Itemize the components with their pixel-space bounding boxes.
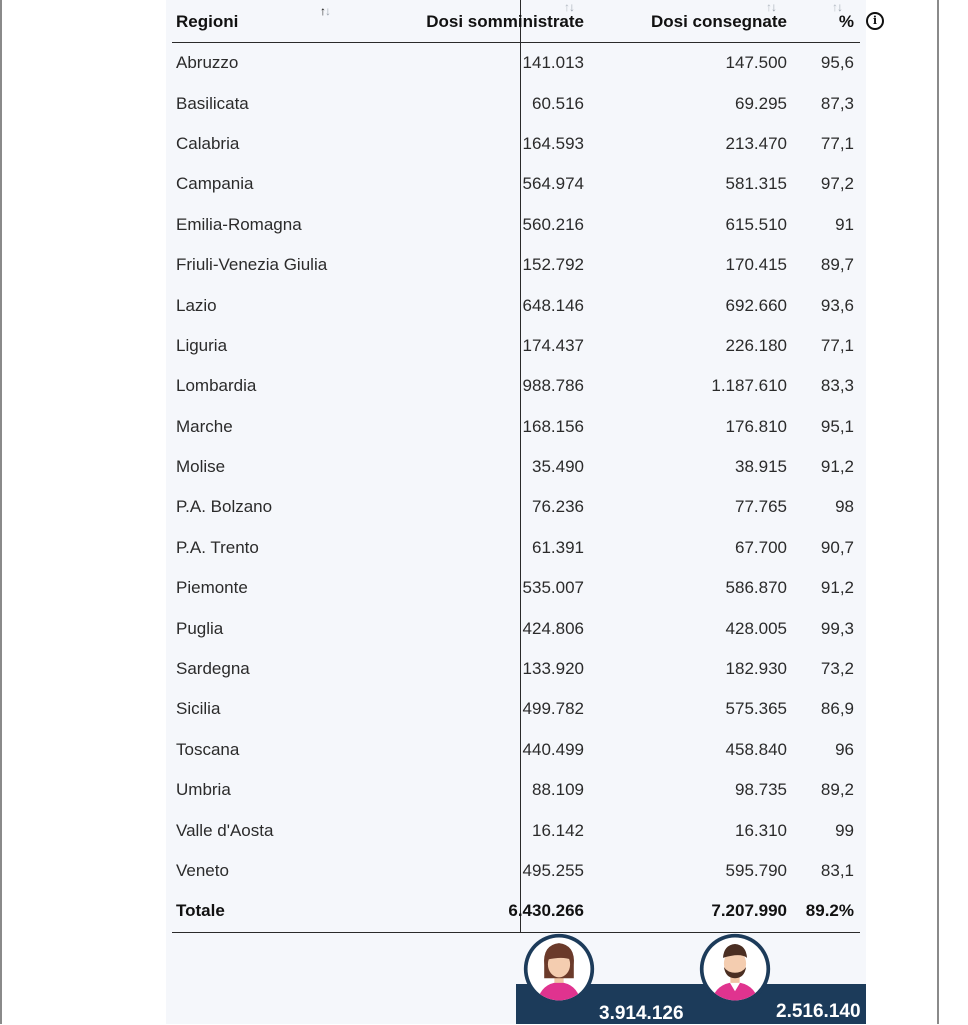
cell-region: Toscana bbox=[176, 739, 240, 759]
table-total-row bbox=[172, 891, 860, 931]
total-administered: 6.430.266 bbox=[508, 901, 584, 921]
table-row bbox=[172, 205, 860, 245]
cell-region: Abruzzo bbox=[176, 53, 239, 73]
female-avatar-icon bbox=[522, 932, 596, 1006]
header-delivered[interactable]: Dosi consegnate bbox=[650, 12, 787, 31]
cell-percent: 83,1 bbox=[820, 861, 854, 880]
table-row bbox=[172, 43, 860, 83]
cell-percent: 86,9 bbox=[820, 699, 854, 719]
cell-administered: 61.391 bbox=[532, 537, 584, 557]
cell-region: Sardegna bbox=[176, 659, 250, 679]
cell-administered: 76.236 bbox=[532, 497, 584, 517]
table-row bbox=[172, 608, 860, 648]
cell-administered: 564.974 bbox=[522, 174, 584, 194]
cell-administered: 35.490 bbox=[532, 457, 584, 477]
table-row bbox=[172, 770, 860, 810]
cell-percent: 89,7 bbox=[820, 255, 854, 275]
header-administered[interactable]: Dosi somministrate bbox=[426, 12, 584, 31]
cell-percent: 91,2 bbox=[820, 457, 854, 477]
cell-administered: 16.142 bbox=[532, 820, 584, 840]
cell-percent: 90,7 bbox=[820, 537, 854, 557]
cell-administered: 535.007 bbox=[522, 578, 584, 598]
cell-delivered: 581.315 bbox=[725, 174, 787, 194]
cell-region: Valle d'Aosta bbox=[176, 820, 274, 840]
table-row bbox=[172, 245, 860, 285]
cell-administered: 133.920 bbox=[522, 659, 584, 679]
cell-delivered: 692.660 bbox=[725, 295, 787, 315]
cell-region: Lombardia bbox=[176, 376, 257, 396]
male-avatar-icon bbox=[698, 932, 772, 1006]
cell-region: Campania bbox=[176, 174, 254, 194]
table-row bbox=[172, 83, 860, 123]
table-row bbox=[172, 487, 860, 527]
cell-region: Molise bbox=[176, 457, 226, 477]
cell-region: Calabria bbox=[176, 133, 240, 153]
cell-administered: 152.792 bbox=[522, 255, 584, 275]
cell-administered: 440.499 bbox=[522, 739, 584, 759]
cell-administered: 141.013 bbox=[522, 53, 584, 73]
cell-region: Sicilia bbox=[176, 699, 221, 719]
table-row bbox=[172, 285, 860, 325]
cell-region: Friuli-Venezia Giulia bbox=[176, 255, 328, 275]
cell-administered: 560.216 bbox=[522, 214, 584, 234]
info-icon[interactable]: i bbox=[866, 12, 884, 30]
cell-administered: 424.806 bbox=[522, 618, 584, 638]
cell-region: Basilicata bbox=[176, 93, 249, 113]
table-row bbox=[172, 568, 860, 608]
cell-administered: 495.255 bbox=[522, 861, 584, 880]
cell-administered: 88.109 bbox=[532, 780, 584, 800]
table-row bbox=[172, 366, 860, 406]
cell-region: Piemonte bbox=[176, 578, 248, 598]
cell-percent: 91 bbox=[835, 214, 854, 234]
cell-administered: 648.146 bbox=[522, 295, 584, 315]
table-row bbox=[172, 124, 860, 164]
cell-administered: 174.437 bbox=[522, 335, 584, 355]
cell-percent: 91,2 bbox=[820, 578, 854, 598]
table-body bbox=[172, 43, 860, 891]
cell-percent: 73,2 bbox=[820, 659, 854, 679]
total-label: Totale bbox=[176, 901, 225, 921]
cell-delivered: 586.870 bbox=[725, 578, 787, 598]
cell-region: Emilia-Romagna bbox=[176, 214, 302, 234]
cell-administered: 499.782 bbox=[522, 699, 584, 719]
header-region[interactable]: Regioni bbox=[176, 12, 239, 31]
cell-delivered: 428.005 bbox=[725, 618, 787, 638]
table-header bbox=[172, 0, 860, 43]
cell-region: Umbria bbox=[176, 780, 231, 800]
sort-arrows-icon[interactable]: ↑↓ bbox=[832, 0, 842, 14]
table-row bbox=[172, 528, 860, 568]
cell-delivered: 77.765 bbox=[735, 497, 787, 517]
cell-percent: 87,3 bbox=[820, 93, 854, 113]
cell-administered: 164.593 bbox=[522, 133, 584, 153]
cell-region: Veneto bbox=[176, 861, 229, 880]
table-row bbox=[172, 810, 860, 850]
page-border-right bbox=[937, 0, 939, 1024]
cell-percent: 93,6 bbox=[820, 295, 854, 315]
cell-delivered: 67.700 bbox=[735, 537, 787, 557]
total-percent: 89.2% bbox=[805, 901, 854, 921]
male-count: 2.516.140 bbox=[776, 1001, 861, 1022]
cell-delivered: 38.915 bbox=[735, 457, 787, 477]
cell-delivered: 615.510 bbox=[725, 214, 787, 234]
cell-percent: 98 bbox=[835, 497, 854, 517]
cell-percent: 97,2 bbox=[820, 174, 854, 194]
cell-region: Liguria bbox=[176, 335, 228, 355]
cell-delivered: 182.930 bbox=[725, 659, 787, 679]
cell-percent: 95,6 bbox=[820, 53, 854, 73]
sort-arrows-icon[interactable]: ↑↓ bbox=[564, 0, 574, 14]
cell-region: Lazio bbox=[176, 295, 217, 315]
table-row bbox=[172, 730, 860, 770]
cell-percent: 99 bbox=[835, 820, 854, 840]
page-border-left bbox=[0, 0, 2, 1024]
cell-administered: 988.786 bbox=[522, 376, 584, 396]
cell-percent: 77,1 bbox=[820, 133, 854, 153]
cell-delivered: 170.415 bbox=[725, 255, 787, 275]
cell-delivered: 69.295 bbox=[735, 93, 787, 113]
cell-delivered: 98.735 bbox=[735, 780, 787, 800]
cell-administered: 60.516 bbox=[532, 93, 584, 113]
cell-delivered: 595.790 bbox=[725, 861, 787, 880]
cell-delivered: 1.187.610 bbox=[711, 376, 787, 396]
cell-percent: 89,2 bbox=[820, 780, 854, 800]
cell-percent: 95,1 bbox=[820, 416, 854, 436]
cell-delivered: 16.310 bbox=[735, 820, 787, 840]
cell-percent: 77,1 bbox=[820, 335, 854, 355]
table-row bbox=[172, 649, 860, 689]
cell-delivered: 575.365 bbox=[725, 699, 787, 719]
cell-administered: 168.156 bbox=[522, 416, 584, 436]
cell-delivered: 213.470 bbox=[725, 133, 787, 153]
cell-percent: 83,3 bbox=[820, 376, 854, 396]
cell-delivered: 226.180 bbox=[725, 335, 787, 355]
cell-region: P.A. Bolzano bbox=[176, 497, 273, 517]
table-row bbox=[172, 326, 860, 366]
total-delivered: 7.207.990 bbox=[711, 901, 787, 921]
header-percent[interactable]: % bbox=[838, 12, 854, 31]
cell-percent: 96 bbox=[835, 739, 854, 759]
female-count: 3.914.126 bbox=[599, 1003, 684, 1024]
sort-arrows-icon[interactable]: ↑↓ bbox=[766, 0, 776, 14]
table-row bbox=[172, 851, 860, 891]
cell-region: Marche bbox=[176, 416, 233, 436]
table-row bbox=[172, 689, 860, 729]
cell-delivered: 176.810 bbox=[725, 416, 787, 436]
table-row bbox=[172, 447, 860, 487]
cell-delivered: 458.840 bbox=[725, 739, 787, 759]
cell-region: Puglia bbox=[176, 618, 224, 638]
cell-percent: 99,3 bbox=[820, 618, 854, 638]
table-row bbox=[172, 407, 860, 447]
sort-arrows-icon[interactable]: ↑↓ bbox=[320, 4, 330, 18]
table-row bbox=[172, 164, 860, 204]
vaccine-doses-table bbox=[172, 0, 860, 932]
cell-delivered: 147.500 bbox=[725, 53, 787, 73]
cell-region: P.A. Trento bbox=[176, 537, 259, 557]
